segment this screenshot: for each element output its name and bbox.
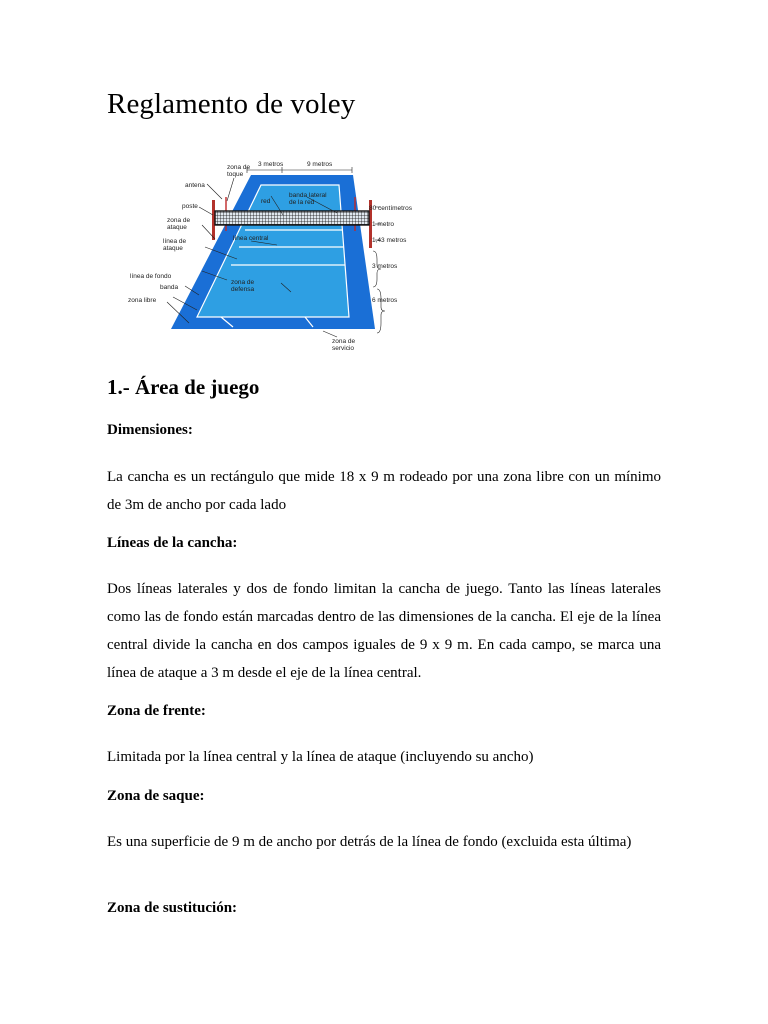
label-9-metros: 9 metros (307, 161, 333, 168)
label-zona-servicio: zona de servicio (332, 338, 356, 352)
label-banda-lateral-red: banda lateral de la red (289, 192, 327, 206)
volleyball-court-diagram (127, 155, 427, 365)
label-6-metros: 6 metros (372, 297, 398, 304)
label-zona-libre: zona libre (128, 297, 157, 304)
label-3-metros-side: 3 metros (372, 263, 398, 270)
subheading-dimensiones: Dimensiones: (107, 422, 193, 438)
label-80-centimetros: 80 centímetros (369, 205, 412, 212)
label-banda: banda (160, 284, 179, 291)
paragraph-lineas-cancha: Dos líneas laterales y dos de fondo limitan la cancha de juego. Tanto las líneas laterales como las de fondo están marcadas dentro de las dimensiones de la cancha. El eje de la línea central divide la cancha en dos campos iguales de 9 x 9 m. En cada campo, se marca una línea de ataque a 3 m desde el eje de la línea central. (107, 581, 661, 681)
paragraph-zona-frente: Limitada por la línea central y la línea de ataque (incluyendo su ancho) (107, 749, 534, 765)
label-linea-ataque: línea de ataque (163, 238, 187, 252)
subheading-zona-frente: Zona de frente: (107, 703, 206, 719)
label-linea-fondo: línea de fondo (130, 273, 172, 280)
label-zona-toque: zona de toque (227, 164, 251, 178)
section-heading-area-juego: 1.- Área de juego (107, 375, 260, 399)
label-1-metro: 1 metro (372, 221, 395, 228)
label-red: red (261, 198, 271, 205)
net (215, 211, 369, 225)
label-zona-defensa: zona de defensa (231, 279, 255, 293)
subheading-lineas-cancha: Líneas de la cancha: (107, 535, 238, 551)
court-svg (127, 155, 427, 365)
label-1-43-metros: 1,43 metros (372, 237, 407, 244)
document-title: Reglamento de voley (107, 88, 356, 120)
subheading-zona-saque: Zona de saque: (107, 788, 205, 804)
subheading-zona-sustitucion: Zona de sustitución: (107, 900, 238, 916)
paragraph-dimensiones: La cancha es un rectángulo que mide 18 x 9 m rodeado por una zona libre con un mínimo de 3m de ancho por cada lado (107, 469, 661, 513)
label-linea-central: línea central (233, 235, 269, 242)
label-zona-ataque: zona de ataque (167, 217, 191, 231)
label-antena: antena (185, 182, 205, 189)
label-poste: poste (182, 203, 198, 210)
label-3-metros-top: 3 metros (258, 161, 284, 168)
paragraph-zona-saque: Es una superficie de 9 m de ancho por detrás de la línea de fondo (excluida esta última) (107, 834, 632, 850)
